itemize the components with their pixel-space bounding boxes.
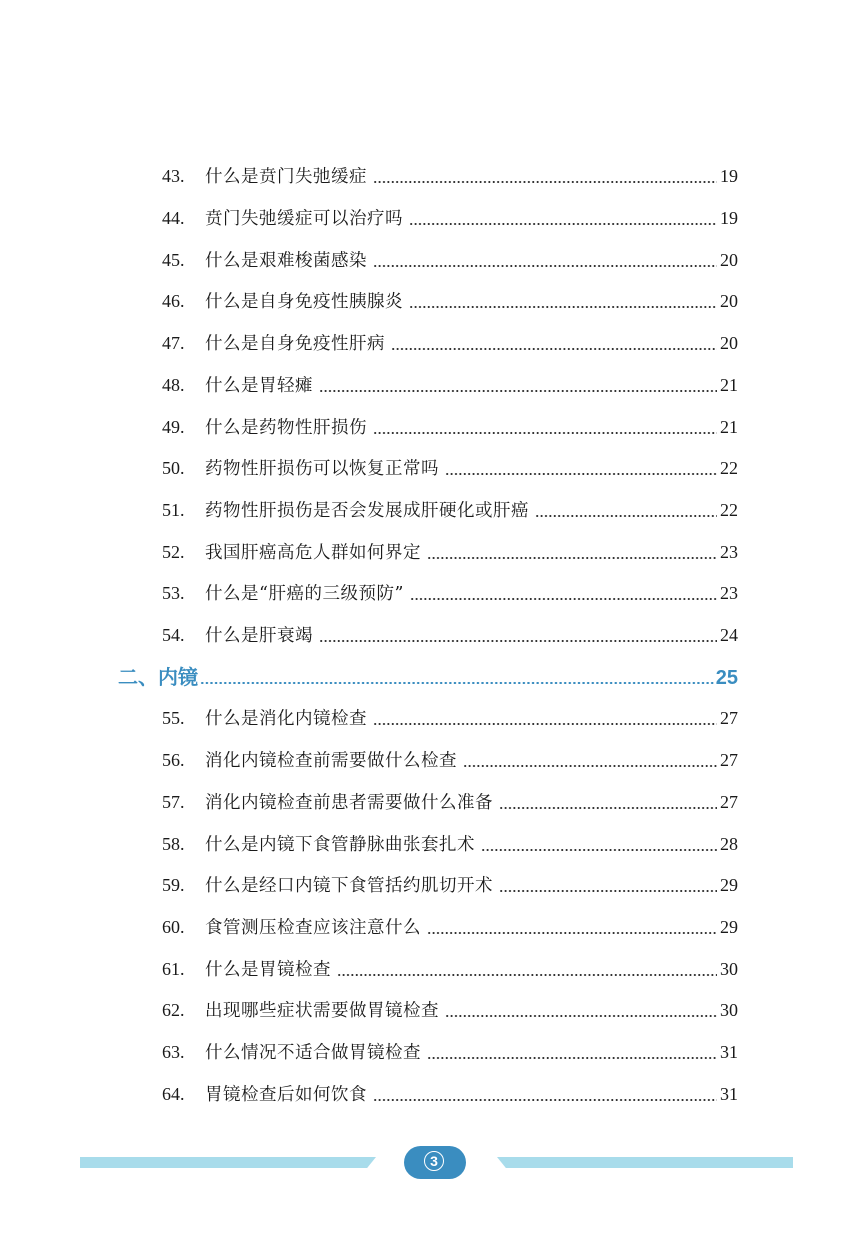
dot-leader — [409, 223, 717, 225]
entry-title: 食管测压检查应该注意什么 — [205, 918, 421, 938]
dot-leader — [319, 640, 717, 642]
toc-entry[interactable] — [162, 830, 738, 858]
dot-leader — [427, 1057, 717, 1059]
entry-number: 64. — [162, 1084, 185, 1104]
toc-entry[interactable] — [162, 329, 738, 357]
entry-number: 53. — [162, 583, 185, 603]
entry-number: 58. — [162, 834, 185, 854]
entry-page: 24 — [720, 625, 738, 645]
entry-title: 消化内镜检查前患者需要做什么准备 — [205, 793, 493, 813]
entry-page: 22 — [720, 500, 738, 520]
entry-number: 57. — [162, 792, 185, 812]
entry-title: 什么是自身免疫性肝病 — [205, 334, 385, 354]
entry-title: 什么是肝衰竭 — [205, 626, 313, 646]
toc-entry[interactable] — [162, 246, 738, 274]
entry-number: 55. — [162, 708, 185, 728]
toc-entry[interactable] — [162, 871, 738, 899]
entry-page: 23 — [720, 542, 738, 562]
entry-page: 21 — [720, 375, 738, 395]
toc-entry[interactable] — [162, 496, 738, 524]
dot-leader — [481, 849, 717, 851]
dot-leader — [499, 807, 717, 809]
section-title: 二、内镜 — [118, 665, 198, 689]
entry-page: 20 — [720, 250, 738, 270]
entry-number: 43. — [162, 166, 185, 186]
entry-title: 什么是胃镜检查 — [205, 960, 331, 980]
entry-number: 62. — [162, 1000, 185, 1020]
dot-leader — [535, 515, 717, 517]
dot-leader — [373, 432, 717, 434]
dot-leader — [373, 181, 717, 183]
entry-title: 贲门失弛缓症可以治疗吗 — [205, 209, 403, 229]
entry-page: 29 — [720, 875, 738, 895]
entry-number: 47. — [162, 333, 185, 353]
dot-leader — [463, 765, 717, 767]
toc-entry[interactable] — [162, 621, 738, 649]
entry-title: 消化内镜检查前需要做什么检查 — [205, 751, 457, 771]
dot-leader — [409, 306, 717, 308]
entry-title: 什么是艰难梭菌感染 — [205, 251, 367, 271]
entry-page: 28 — [720, 834, 738, 854]
toc-section-heading[interactable] — [118, 662, 738, 692]
entry-number: 44. — [162, 208, 185, 228]
toc-entry[interactable] — [162, 913, 738, 941]
entry-page: 21 — [720, 417, 738, 437]
toc-entry[interactable] — [162, 579, 738, 607]
toc-entry[interactable] — [162, 413, 738, 441]
toc-entry[interactable] — [162, 746, 738, 774]
toc-entry[interactable] — [162, 1038, 738, 1066]
entry-page: 23 — [720, 583, 738, 603]
entry-page: 27 — [720, 750, 738, 770]
dot-leader — [427, 557, 717, 559]
toc-entry[interactable] — [162, 996, 738, 1024]
dot-leader — [445, 1015, 717, 1017]
page-number-badge — [404, 1146, 466, 1179]
entry-page: 19 — [720, 166, 738, 186]
entry-title: 什么是药物性肝损伤 — [205, 418, 367, 438]
entry-number: 63. — [162, 1042, 185, 1062]
entry-number: 54. — [162, 625, 185, 645]
dot-leader — [200, 682, 714, 684]
footer-decor-bar-right — [497, 1157, 793, 1168]
toc-entry[interactable] — [162, 371, 738, 399]
toc-entry[interactable] — [162, 287, 738, 315]
dot-leader — [410, 598, 717, 600]
entry-page: 29 — [720, 917, 738, 937]
entry-number: 61. — [162, 959, 185, 979]
entry-page: 22 — [720, 458, 738, 478]
entry-title: 药物性肝损伤是否会发展成肝硬化或肝癌 — [205, 501, 529, 521]
entry-title: 什么是经口内镜下食管括约肌切开术 — [205, 876, 493, 896]
entry-number: 60. — [162, 917, 185, 937]
entry-page: 20 — [720, 333, 738, 353]
dot-leader — [337, 974, 717, 976]
toc-entry[interactable] — [162, 955, 738, 983]
toc-entry[interactable] — [162, 1080, 738, 1108]
entry-page: 27 — [720, 708, 738, 728]
entry-title: 什么是贲门失弛缓症 — [205, 167, 367, 187]
entry-number: 51. — [162, 500, 185, 520]
entry-title: 什么是胃轻瘫 — [205, 376, 313, 396]
dot-leader — [373, 265, 717, 267]
entry-number: 49. — [162, 417, 185, 437]
entry-title: 什么情况不适合做胃镜检查 — [205, 1043, 421, 1063]
dot-leader — [427, 932, 717, 934]
toc-entry[interactable] — [162, 454, 738, 482]
entry-number: 46. — [162, 291, 185, 311]
entry-title: 我国肝癌高危人群如何界定 — [205, 543, 421, 563]
entry-title: 胃镜检查后如何饮食 — [205, 1085, 367, 1105]
toc-entry[interactable] — [162, 704, 738, 732]
entry-number: 59. — [162, 875, 185, 895]
entry-title: 什么是“肝癌的三级预防” — [205, 584, 404, 604]
footer-decor-bar-left — [80, 1157, 376, 1168]
entry-number: 56. — [162, 750, 185, 770]
page-number: 3 — [430, 1153, 438, 1169]
entry-title: 出现哪些症状需要做胃镜检查 — [205, 1001, 439, 1021]
entry-number: 48. — [162, 375, 185, 395]
toc-entry[interactable] — [162, 538, 738, 566]
entry-page: 20 — [720, 291, 738, 311]
dot-leader — [391, 348, 717, 350]
section-page: 25 — [715, 667, 738, 689]
dot-leader — [319, 390, 717, 392]
entry-number: 45. — [162, 250, 185, 270]
entry-page: 27 — [720, 792, 738, 812]
dot-leader — [373, 1099, 717, 1101]
entry-page: 30 — [720, 1000, 738, 1020]
entry-number: 50. — [162, 458, 185, 478]
entry-title: 药物性肝损伤可以恢复正常吗 — [205, 459, 439, 479]
entry-number: 52. — [162, 542, 185, 562]
entry-page: 19 — [720, 208, 738, 228]
dot-leader — [499, 890, 717, 892]
entry-page: 30 — [720, 959, 738, 979]
entry-page: 31 — [720, 1042, 738, 1062]
entry-page: 31 — [720, 1084, 738, 1104]
toc-entry[interactable] — [162, 162, 738, 190]
toc-entry[interactable] — [162, 204, 738, 232]
toc-entry[interactable] — [162, 788, 738, 816]
entry-title: 什么是内镜下食管静脉曲张套扎术 — [205, 835, 475, 855]
dot-leader — [373, 723, 717, 725]
dot-leader — [445, 473, 717, 475]
entry-title: 什么是自身免疫性胰腺炎 — [205, 292, 403, 312]
entry-title: 什么是消化内镜检查 — [205, 709, 367, 729]
